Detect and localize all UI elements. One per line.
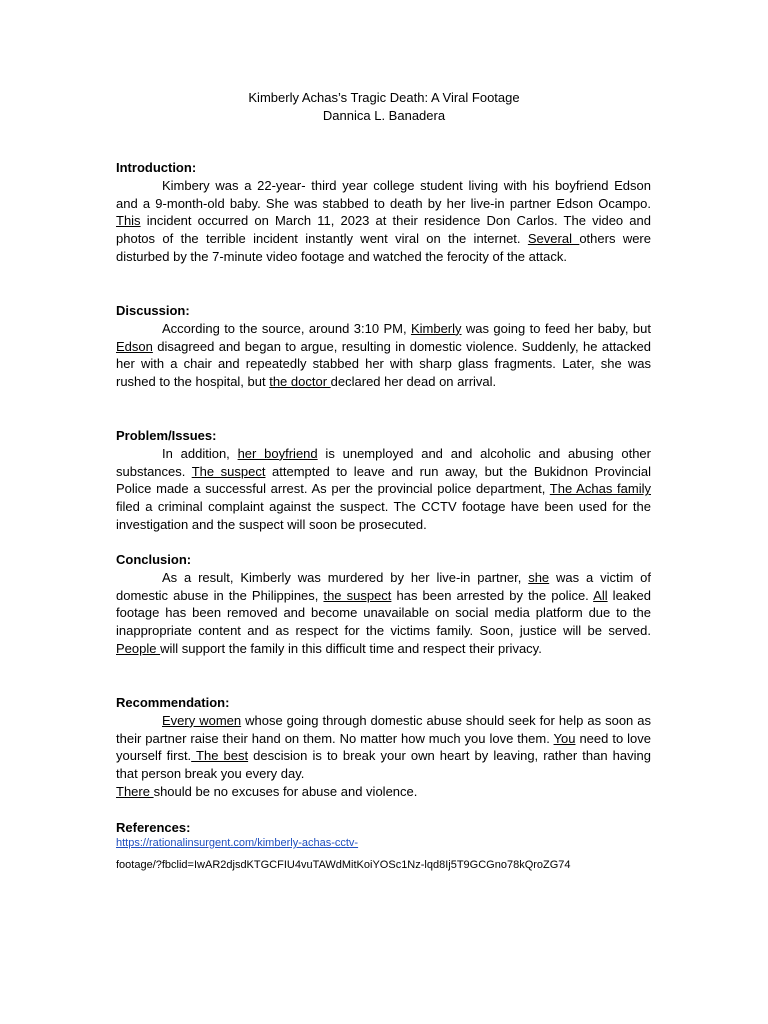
problem-heading: Problem/Issues: — [116, 428, 217, 443]
conclusion-paragraph: As a result, Kimberly was murdered by her live-in partner, she was a victim of domestic abuse in the Philippines, the suspect has been arrested by the police. All leaked footage has been removed and become unavailable on social media platform due to the inappropriate content and as respect for the victims family. Soon, justice will be served. People will support the family in this difficult time and respect their privacy. — [116, 569, 651, 656]
introduction-paragraph: Kimbery was a 22-year- third year college student living with his boyfriend Edson and a 9-month-old baby. She was stabbed to death by her live-in partner Edson Ocampo. This incident occurred on March 11, 2023 at their residence Don Carlos. The video and photos of the terrible incident instantly went viral on the internet. Several others were disturbed by the 7-minute video footage and watched the ferocity of the attack. — [116, 177, 651, 264]
document-author: Dannica L. Banadera — [322, 108, 446, 123]
recommendation-closing: There should be no excuses for abuse and violence. — [116, 783, 418, 799]
discussion-heading: Discussion: — [116, 303, 190, 318]
conclusion-section — [116, 551, 651, 658]
document-title: Kimberly Achas’s Tragic Death: A Viral Footage — [248, 90, 520, 105]
problem-section — [116, 427, 651, 534]
introduction-section — [116, 159, 651, 266]
references-section — [116, 819, 651, 837]
introduction-heading: Introduction: — [116, 160, 197, 175]
reference-link-continuation: footage/?fbclid=IwAR2djsdKTGCFIU4vuTAWdMitKoiYOSc1Nz-lqd8Ij5T9GCGno78kQroZG74 — [116, 859, 571, 871]
conclusion-heading: Conclusion: — [116, 552, 192, 567]
reference-link[interactable]: https://rationalinsurgent.com/kimberly-achas-cctv- — [116, 837, 359, 849]
recommendation-heading: Recommendation: — [116, 695, 230, 710]
discussion-paragraph: According to the source, around 3:10 PM, Kimberly was going to feed her baby, but Edson disagreed and began to argue, resulting in domestic violence. Suddenly, he attacked her with a chair and repeatedly stabbed her with sharp glass fragments. Later, she was rushed to the hospital, but the doctor declared her dead on arrival. — [116, 320, 651, 390]
recommendation-paragraph: Every women whose going through domestic abuse should seek for help as soon as their partner raise their hand on them. No matter how much you love them. You need to love yourself first. The best descision is to break your own heart by leaving, rather than having that person break you every day. — [116, 712, 651, 782]
references-heading: References: — [116, 820, 191, 835]
discussion-section — [116, 302, 651, 391]
problem-paragraph: In addition, her boyfriend is unemployed and and alcoholic and abusing other substances. The suspect attempted to leave and run away, but the Bukidnon Provincial Police made a successful arrest. As per the provincial police department, The Achas family filed a criminal complaint against the suspect. The CCTV footage have been used for the investigation and the suspect will soon be prosecuted. — [116, 445, 651, 532]
recommendation-section — [116, 694, 651, 801]
